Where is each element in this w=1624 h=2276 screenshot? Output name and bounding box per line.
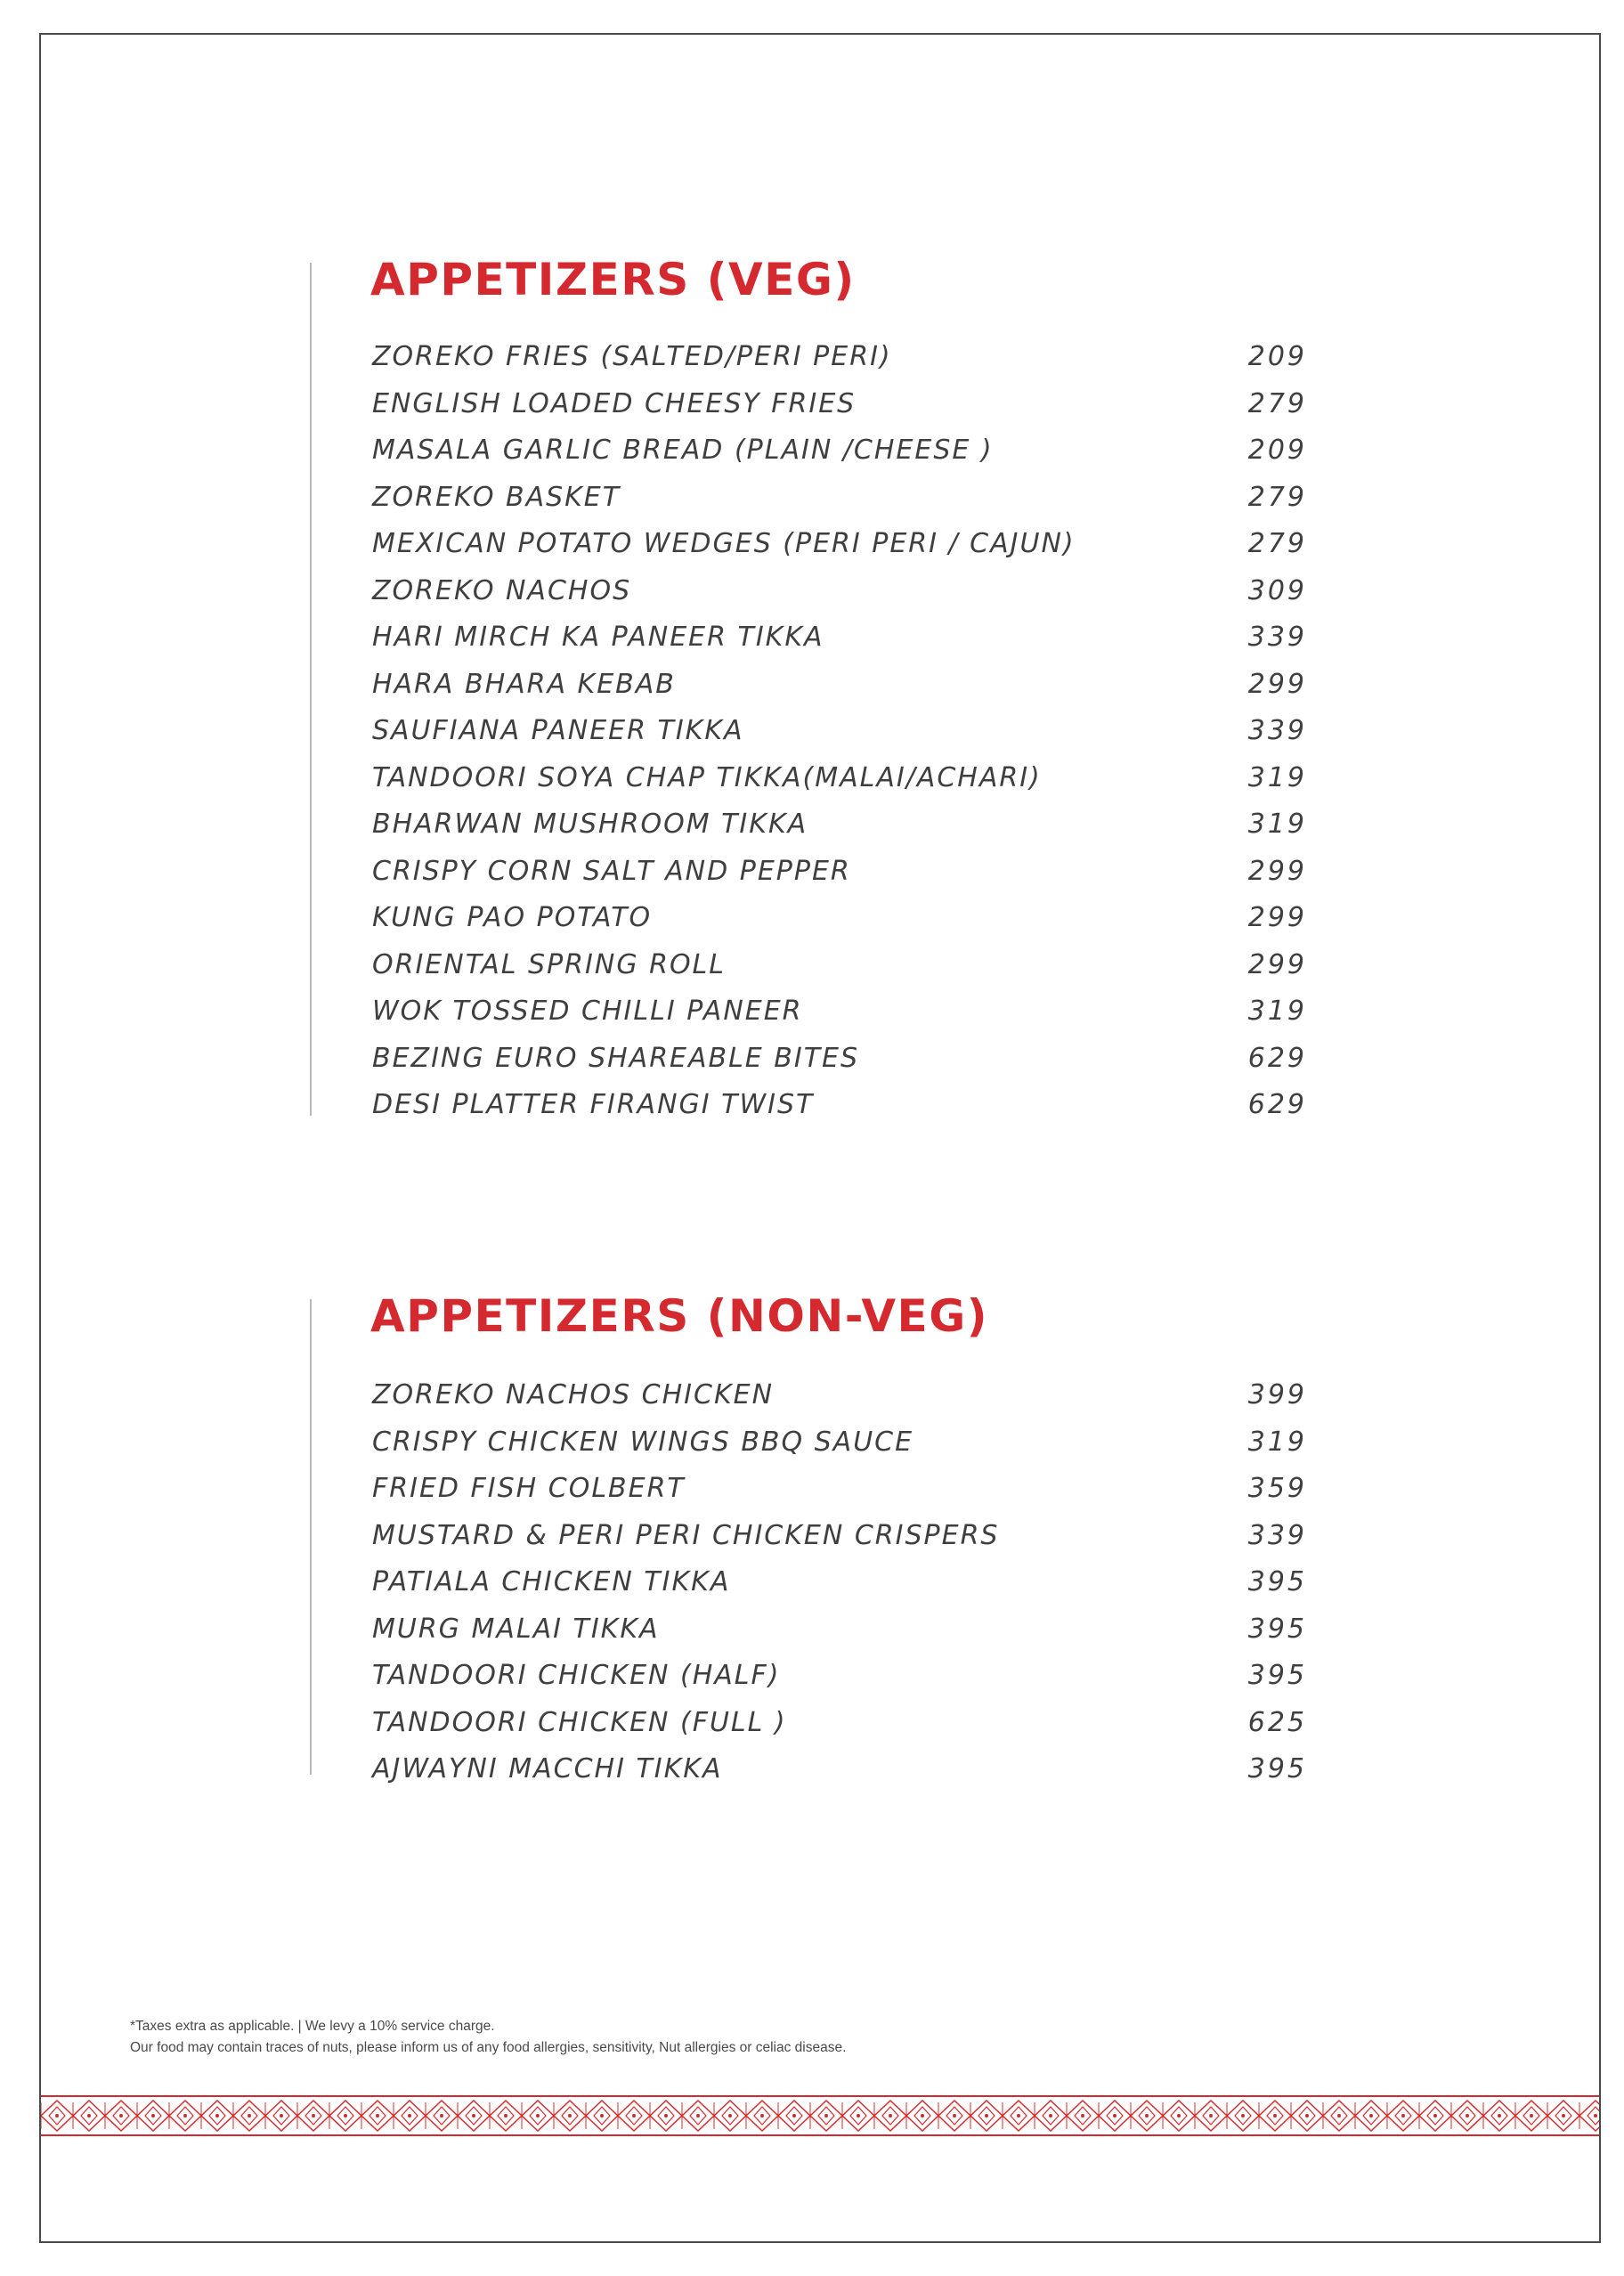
menu-item-name: TANDOORI SOYA CHAP TIKKA(MALAI/ACHARI) (372, 761, 1042, 793)
menu-item-price: 299 (1247, 668, 1307, 700)
menu-item-name: AJWAYNI MACCHI TIKKA (372, 1753, 723, 1784)
menu-item-price: 399 (1247, 1379, 1307, 1410)
menu-list-nonveg (372, 1372, 1307, 1793)
menu-item-name: KUNG PAO POTATO (372, 902, 653, 933)
menu-page (39, 33, 1601, 2243)
menu-item (372, 1746, 1307, 1793)
menu-item (372, 1466, 1307, 1513)
pattern-graphic (41, 2093, 1599, 2138)
menu-item (372, 1559, 1307, 1606)
footer-notes (130, 2016, 846, 2059)
menu-item-price: 209 (1247, 435, 1307, 466)
menu-item-name: WOK TOSSED CHILLI PANEER (372, 996, 803, 1027)
menu-item-name: HARA BHARA KEBAB (372, 668, 676, 700)
menu-item (372, 334, 1307, 381)
menu-item-price: 395 (1247, 1753, 1307, 1784)
tax-note: *Taxes extra as applicable. | We levy a 10% service charge. (130, 2019, 495, 2034)
section-title-veg: APPETIZERS (VEG) (370, 254, 856, 305)
menu-item (372, 427, 1307, 475)
menu-item-price: 339 (1247, 622, 1307, 653)
menu-item-name: SAUFIANA PANEER TIKKA (372, 715, 744, 746)
menu-item (372, 1653, 1307, 1700)
menu-item (372, 521, 1307, 568)
menu-item-name: TANDOORI CHICKEN (FULL ) (372, 1706, 787, 1738)
menu-item-price: 279 (1247, 481, 1307, 513)
menu-item-name: ZOREKO NACHOS (372, 574, 632, 606)
menu-item-price: 395 (1247, 1660, 1307, 1691)
menu-item-name: DESI PLATTER FIRANGI TWIST (372, 1089, 815, 1120)
section-title-nonveg: APPETIZERS (NON-VEG) (370, 1290, 989, 1342)
menu-item-price: 319 (1247, 996, 1307, 1027)
menu-item (372, 755, 1307, 802)
allergy-note: Our food may contain traces of nuts, please inform us of any food allergies, sensitivity, Nut allergies or celiac disease. (130, 2040, 847, 2055)
menu-item (372, 1513, 1307, 1560)
menu-item (372, 988, 1307, 1036)
menu-item (372, 1419, 1307, 1467)
menu-item-name: BEZING EURO SHAREABLE BITES (372, 1042, 860, 1074)
menu-item-price: 319 (1247, 1426, 1307, 1458)
menu-item-name: CRISPY CHICKEN WINGS BBQ SAUCE (372, 1426, 914, 1458)
menu-item (372, 942, 1307, 989)
section-divider-line (310, 1299, 312, 1775)
menu-item-price: 629 (1247, 1042, 1307, 1074)
menu-item-name: ORIENTAL SPRING ROLL (372, 948, 726, 980)
menu-item (372, 708, 1307, 755)
menu-item (372, 568, 1307, 615)
decorative-pattern-band (41, 2093, 1599, 2138)
menu-item-name: MASALA GARLIC BREAD (PLAIN /CHEESE ) (372, 435, 994, 466)
menu-item-name: FRIED FISH COLBERT (372, 1473, 686, 1504)
menu-item-price: 339 (1247, 1519, 1307, 1551)
menu-item-name: CRISPY CORN SALT AND PEPPER (372, 855, 851, 887)
menu-item-name: MUSTARD & PERI PERI CHICKEN CRISPERS (372, 1519, 1000, 1551)
section-divider-line (310, 263, 312, 1116)
menu-item-price: 625 (1247, 1706, 1307, 1738)
menu-item-price: 279 (1247, 528, 1307, 559)
menu-item-name: BHARWAN MUSHROOM TIKKA (372, 809, 808, 840)
menu-item (372, 1700, 1307, 1747)
menu-item (372, 895, 1307, 942)
menu-item-price: 339 (1247, 715, 1307, 746)
menu-item-name: PATIALA CHICKEN TIKKA (372, 1566, 731, 1597)
menu-item-name: ZOREKO FRIES (SALTED/PERI PERI) (372, 341, 892, 372)
menu-item-name: ENGLISH LOADED CHEESY FRIES (372, 387, 857, 419)
menu-item (372, 1606, 1307, 1654)
menu-item-price: 629 (1247, 1089, 1307, 1120)
menu-item-name: MEXICAN POTATO WEDGES (PERI PERI / CAJUN) (372, 528, 1076, 559)
menu-item (372, 1082, 1307, 1129)
menu-item (372, 614, 1307, 662)
menu-item-price: 299 (1247, 948, 1307, 980)
menu-item-name: HARI MIRCH KA PANEER TIKKA (372, 622, 824, 653)
menu-item (372, 475, 1307, 522)
menu-item-price: 395 (1247, 1566, 1307, 1597)
menu-item-price: 359 (1247, 1473, 1307, 1504)
menu-item (372, 381, 1307, 428)
menu-item-name: TANDOORI CHICKEN (HALF) (372, 1660, 781, 1691)
menu-item-name: MURG MALAI TIKKA (372, 1613, 660, 1645)
menu-item-price: 319 (1247, 809, 1307, 840)
menu-item (372, 849, 1307, 896)
menu-item (372, 1036, 1307, 1083)
menu-item-price: 209 (1247, 341, 1307, 372)
menu-item-name: ZOREKO NACHOS CHICKEN (372, 1379, 775, 1410)
menu-item (372, 1372, 1307, 1419)
menu-item (372, 662, 1307, 709)
menu-item (372, 801, 1307, 849)
menu-item-name: ZOREKO BASKET (372, 481, 621, 513)
menu-item-price: 299 (1247, 902, 1307, 933)
menu-item-price: 299 (1247, 855, 1307, 887)
menu-item-price: 309 (1247, 574, 1307, 606)
menu-item-price: 395 (1247, 1613, 1307, 1645)
menu-item-price: 279 (1247, 387, 1307, 419)
menu-list-veg (372, 334, 1307, 1129)
menu-item-price: 319 (1247, 761, 1307, 793)
